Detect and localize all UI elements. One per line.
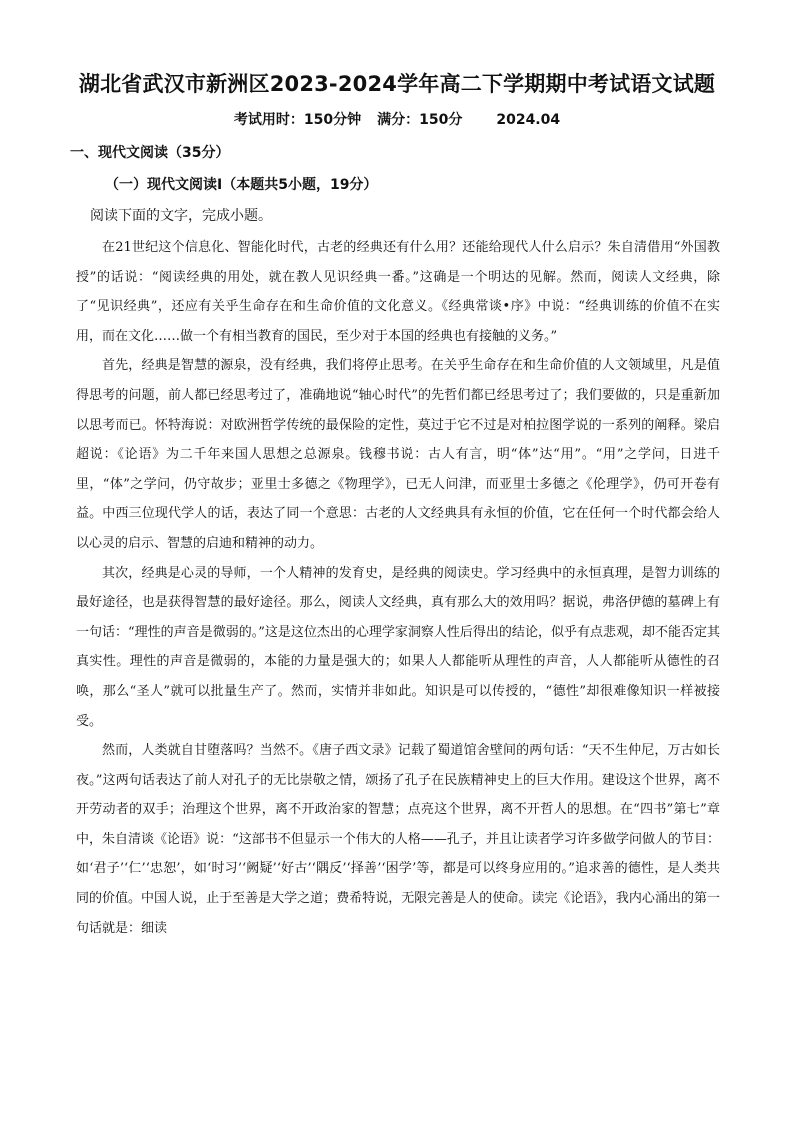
exam-full-score: 满分：150分 — [377, 112, 463, 128]
passage-paragraph: 首先，经典是智慧的源泉，没有经典，我们将停止思考。在关乎生命存在和生命价值的人文领域里，凡是值得思考的问题，前人都已经思考过了，准确地说“轴心时代”的先哲们都已经思考过了；我们要做的，只是重新加以思考而已。怀特海说：对欧洲哲学传统的最保险的定性，莫过于它不过是对柏拉图学说的一系列的阐释。梁启超说：《论语》为二千年来国人思想之总源泉。钱穆书说：古人有言，明“体”达“用”。“用”之学问，日进千里，“体”之学问，仍守故步；亚里士多德之《物理学》，已无人问津，而亚里士多德之《伦理学》，仍可开卷有益。中西三位现代学人的话，表达了同一个意思：古老的人文经典具有永恒的价值，它在任何一个时代都会给人以心灵的启示、智慧的启迪和精神的动力。 — [76, 358, 720, 551]
document-title: 湖北省武汉市新洲区2023-2024学年高二下学期期中考试语文试题 — [78, 72, 716, 96]
exam-duration: 考试用时：150分钟 — [233, 112, 362, 128]
passage-paragraph: 其次，经典是心灵的导师，一个人精神的发育史，是经典的阅读史。学习经典中的永恒真理，是智力训练的最好途径，也是获得智慧的最好途径。那么，阅读人文经典，真有那么大的效用吗？据说，弗洛伊德的墓碑上有一句话：“理性的声音是微弱的。”这是这位杰出的心理学家洞察人性后得出的结论，似乎有点悲观，却不能否定其真实性。理性的声音是微弱的，本能的力量是强大的；如果人人都能听从理性的声音，人人都能听从德性的召唤，那么“圣人”就可以批量生产了。然而，实情并非如此。知识是可以传授的，“德性”却很难像知识一样被接受。 — [76, 565, 720, 729]
exam-date: 2024.04 — [496, 112, 561, 128]
passage-paragraph: 在21世纪这个信息化、智能化时代，古老的经典还有什么用？还能给现代人什么启示？朱自清借用“外国教授”的话说：“阅读经典的用处，就在教人见识经典一番。”这确是一个明达的见解。然而，阅读人文经典，除了“见识经典”，还应有关乎生命存在和生命价值的文化意义。《经典常谈•序》中说：“经典训练的价值不在实用，而在文化……做一个有相当教育的国民，至少对于本国的经典也有接触的义务。” — [76, 240, 720, 344]
reading-instruction: 阅读下面的文字，完成小题。 — [90, 208, 272, 224]
subsection-heading: （一）现代文阅读Ⅰ（本题共5小题，19分） — [105, 177, 378, 193]
passage-body — [76, 233, 720, 943]
section-heading: 一、现代文阅读（35分） — [70, 145, 230, 161]
exam-meta — [40, 109, 754, 129]
passage-paragraph: 然而，人类就自甘堕落吗？当然不。《唐子西文录》记载了蜀道馆舍壁间的两句话：“天不生仲尼，万古如长夜。”这两句话表达了前人对孔子的无比崇敬之情，颂扬了孔子在民族精神史上的巨大作用。建设这个世界，离不开劳动者的双手；治理这个世界，离不开政治家的智慧；点亮这个世界，离不开哲人的思想。在“四书”第七”章中，朱自清谈《论语》说：“这部书不但显示一个伟大的人格——孔子，并且让读者学习许多做学问做人的节目：如‘君子’‘仁’‘忠恕’，如‘时习’‘阙疑’‘好古’‘隅反’‘择善’‘困学’等，都是可以终身应用的。”追求善的德性，是人类共同的价值。中国人说，止于至善是大学之道；费希特说，无限完善是人的使命。读完《论语》，我内心涌出的第一句话就是：细读 — [76, 743, 720, 936]
